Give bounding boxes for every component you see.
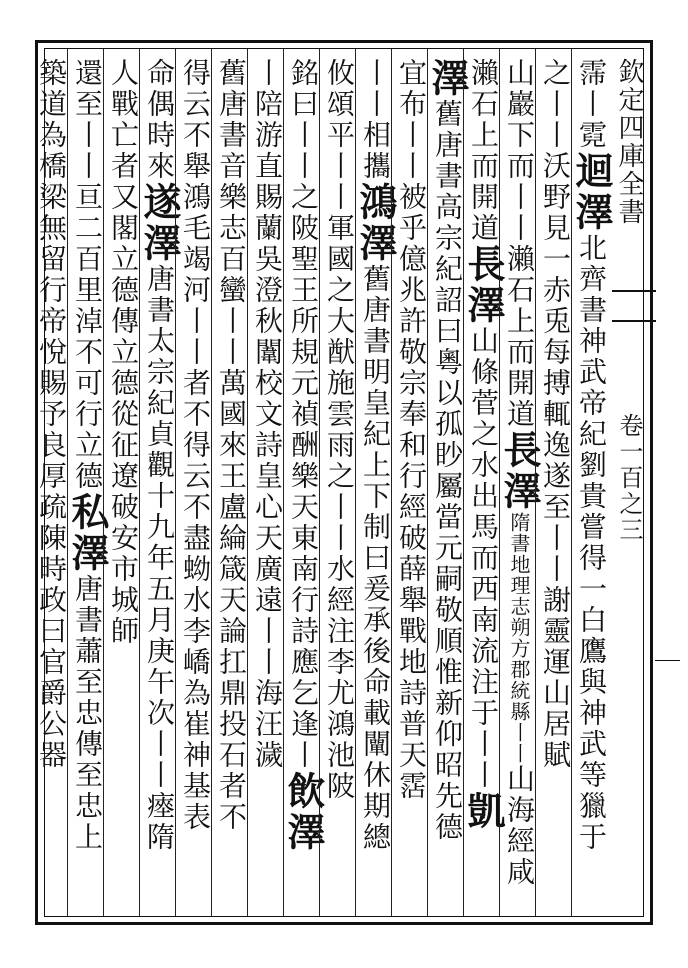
body-text: 宜布丨丨被乎億兆許敬宗奉和行經破薛舉戰地詩普天霑 — [395, 58, 428, 802]
text-column — [248, 58, 286, 771]
page-edge — [610, 58, 648, 918]
column-rule — [499, 49, 500, 916]
body-text: 疏陳時政曰官爵公器 — [35, 492, 68, 771]
body-text: 北齊書神武帝紀劉貴嘗得一白鷹與神武等獵于 — [575, 233, 608, 853]
column-rule — [427, 49, 428, 916]
body-text: 軍國之大猷施雲雨之丨丨 — [323, 213, 356, 554]
body-text: 攜 — [359, 151, 392, 182]
body-text: 得云不舉鴻毛竭河丨丨者不得云不盡蚴水李嶠為崔神基表 — [179, 58, 212, 833]
body-text: 築道為橋梁無留行帝悅賜予良厚 — [35, 58, 68, 492]
headword: 長澤 — [497, 430, 542, 512]
headword: 鴻澤 — [353, 182, 398, 264]
body-text: 丨 — [323, 151, 356, 182]
column-rule — [535, 49, 536, 916]
text-column — [392, 58, 430, 802]
body-text: 之 — [539, 58, 572, 89]
fish-tail-mark — [612, 290, 656, 322]
column-rule — [103, 49, 104, 916]
body-text: 攸頌平 — [323, 58, 356, 151]
body-text: 丨 — [575, 89, 608, 120]
headword: 私澤 — [65, 492, 110, 574]
headword: 凱 — [461, 791, 506, 832]
text-column — [320, 58, 358, 802]
body-text: 霓 — [575, 120, 608, 151]
column-rule — [319, 49, 320, 916]
text-column — [212, 58, 250, 833]
text-column — [281, 58, 326, 853]
text-column — [497, 58, 542, 888]
body-text: 霈 — [575, 58, 608, 89]
text-column — [353, 58, 398, 853]
text-column — [176, 58, 214, 833]
body-text: 舊唐書明皇紀上下制曰爰承後命載闡休期總 — [359, 264, 392, 853]
column-rule — [283, 49, 284, 916]
body-text: 人戰亡者又閣立德傳立德從征遼破安市城師 — [107, 58, 140, 647]
body-text: 還至丨丨亘二百里淖不可行立德 — [71, 58, 104, 492]
headword: 遂澤 — [137, 182, 182, 264]
column-rule — [391, 49, 392, 916]
text-column — [65, 58, 110, 853]
body-text: 山條菅之水出馬而西南流注于丨丨 — [467, 326, 500, 791]
margin-tick — [655, 660, 680, 661]
body-text: 山海經咸 — [503, 764, 536, 888]
headword: 澤 — [425, 58, 470, 99]
body-text: 丨丨相 — [359, 58, 392, 151]
column-rule — [247, 49, 248, 916]
text-column — [536, 58, 574, 771]
headword: 長澤 — [461, 244, 506, 326]
book-title: 欽定四庫全書 — [614, 58, 644, 226]
body-text: 命偶時來 — [143, 58, 176, 182]
body-text: 水經注李尤鴻池陂 — [323, 554, 356, 802]
body-text: 丨 — [539, 120, 572, 151]
column-rule — [139, 49, 140, 916]
body-text: 舊唐書音樂志百蠻丨丨萬國來王盧綸箴天論扛鼎投石者不 — [215, 58, 248, 833]
body-text: 丨 — [251, 58, 284, 89]
column-rule — [463, 49, 464, 916]
body-text: 沃野見一赤兎每搏輒逸遂至丨丨謝靈運山居賦 — [539, 151, 572, 771]
text-column — [461, 58, 506, 832]
column-rule — [67, 49, 68, 916]
column-rule — [355, 49, 356, 916]
body-text: 丨 — [539, 89, 572, 120]
text-column — [569, 58, 614, 853]
volume-label: 卷一百之三 — [615, 413, 643, 543]
body-text: 山巖下而丨丨瀨石上而開道 — [503, 58, 536, 430]
body-text: 銘曰丨丨之陂聖王所規元禎酬樂天東南行詩應乞逢丨 — [287, 58, 320, 771]
column-rule — [571, 49, 572, 916]
text-column — [32, 58, 70, 771]
text-column — [425, 58, 470, 843]
column-rule — [175, 49, 176, 916]
text-column — [137, 58, 182, 853]
body-text: 瀨石上而開道 — [467, 58, 500, 244]
body-text: 陪游直賜蘭吳澄秋闈校文詩皇心天廣遠丨丨海汪濊 — [251, 89, 284, 771]
body-text: 舊唐書高宗紀詔曰粵以孤眇屬當元嗣敬順惟新仰昭先德 — [431, 99, 464, 843]
body-text: 丨 — [323, 182, 356, 213]
body-text: 唐書蕭至忠傳至忠上 — [71, 574, 104, 853]
body-text: 唐書太宗紀貞觀十九年五月庚午次丨丨瘞隋 — [143, 264, 176, 853]
headword: 迴澤 — [569, 151, 614, 233]
headword: 飲澤 — [281, 771, 326, 853]
column-rule — [211, 49, 212, 916]
annotation-text: 隋書地理志朔方郡統縣丨丨 — [507, 512, 531, 764]
